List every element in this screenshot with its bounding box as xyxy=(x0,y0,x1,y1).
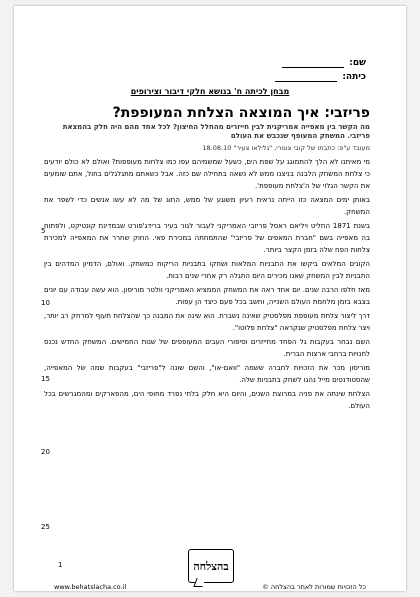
line-number-5: 5 xyxy=(41,227,46,235)
footer-copyright: כל הזכויות שמורות לאתר בהצלחה © xyxy=(262,583,366,591)
name-label: שם: xyxy=(349,58,366,68)
paragraph: בשנת 1871 החליט ויליאם ראסל פריזבי האמריקני לעבור לגור בעיר ברידג'פורט שבמדינת קונטיקט, ולפתוח בה מאפייה בשם "חברת המאפים של פריזבי" שהתמחתה במכירת פאי. החוק שחרר את המאפייה למכירת צלחות הפח שלה בזמן הקצר ביותר. xyxy=(44,222,370,254)
name-field[interactable] xyxy=(282,58,366,68)
paragraph: באותן ימים המצאה כזו הייתה נראית רעיון משוגע של ממש, החוג של מה לא עשו אנשים כדי לשפר את המשחק. xyxy=(44,196,370,216)
line-number-15: 15 xyxy=(41,375,50,383)
name-line[interactable] xyxy=(282,58,344,68)
paragraph: הצלחת שינתה את פניה במרוצת השנים, והיום היא חלק בלתי נפרד מחופי הים, מהפארקים ומהמגרשים בכל העולם. xyxy=(44,390,370,410)
line-number-25: 25 xyxy=(41,523,50,531)
article-lead: מה הקשר בין מאפייה אמריקנית לבין חייזרים מהחלל החיצון? לכל אחד מהם היה חלק בהמצאת פריזבי. המשחק המעופף שנכבש את העולם xyxy=(62,123,370,140)
paragraph: הקונים המלאים ביקשו את התבניות המלאות ושחקו בתבניות הריקות כמשחק. ואולם, הדמיון המדהים בין התבניות לבין המשחק שאנו מכירים היום התגלה רק אחרי שנים רבות. xyxy=(44,260,370,280)
site-logo[interactable] xyxy=(188,549,234,583)
test-subtitle: מבחן לכיתה ח' בנושא חלקי דיבור וצירופים xyxy=(130,87,290,96)
article-body xyxy=(44,156,370,414)
paragraph: דרך ליצור צלחת מעופפת מפלסטיק שאינה נשברת. הוא שינה את המבנה כך שהצלחת תעוף למרחק רב יותר, ויצר צלחת מפלסטיק שנקראה "צלחת פלוטו". xyxy=(44,312,370,332)
footer-url[interactable]: www.behatslacha.co.il xyxy=(54,583,127,591)
article-title: פריזבי: איך המוצאה הצלחת המעופפת? xyxy=(112,105,370,121)
paragraph: מאז חלפו הרבה שנים. יום אחד ראה את המשחק הממציא האמריקני וולטר מוריסון. הוא עשה עבודה עם יונים בצבא בזמן מלחמת העולם השנייה, וחשב בכל פעם כיצד הן עפות. xyxy=(44,286,370,306)
paragraph: מי מאיתנו לא הלך להתמוגג על שפת הים, כשעל שמשמיהם עפו כמו צלחות מעופפות? ואולם לא כולם יודעים כי צלחת המשחק הלבנה בניצנו ממש לא נשאה בתחילה שם כזה. אבל כשאתם מתגלגלים בחול, אתם שומעים את הקשר הגלוי של ה'צלחת מעופפת'. xyxy=(44,158,370,190)
line-number-10: 10 xyxy=(41,299,50,307)
document-page xyxy=(14,6,406,591)
paragraph: מוריסון מכר את הזכויות לחברה ששמה "וואם-או", והשם שונה ל"פריזבי" בעקבות שמה של המאפייה, שהסטודנטים מייל נהגו לשחק בתבניות שלה. xyxy=(44,364,370,384)
page-number: 1 xyxy=(58,561,63,569)
paragraph: השם נבחר בעקבות גל הפחד מחייזרים וסיפורי העבים המעופפים של שנות החמישים. המשחק החדש נכנס לחנויות ברחבי ארצות הברית. xyxy=(44,338,370,358)
class-label: כיתה: xyxy=(342,72,366,82)
logo-text: בהצלחה xyxy=(193,559,229,573)
line-number-20: 20 xyxy=(41,448,50,456)
article-byline: מעובד ע"פ: כתבתו של קובי צונורי, "גלילאו צעיר" 18.08.10 xyxy=(202,144,370,152)
class-line[interactable] xyxy=(275,72,337,82)
class-field[interactable] xyxy=(275,72,366,82)
